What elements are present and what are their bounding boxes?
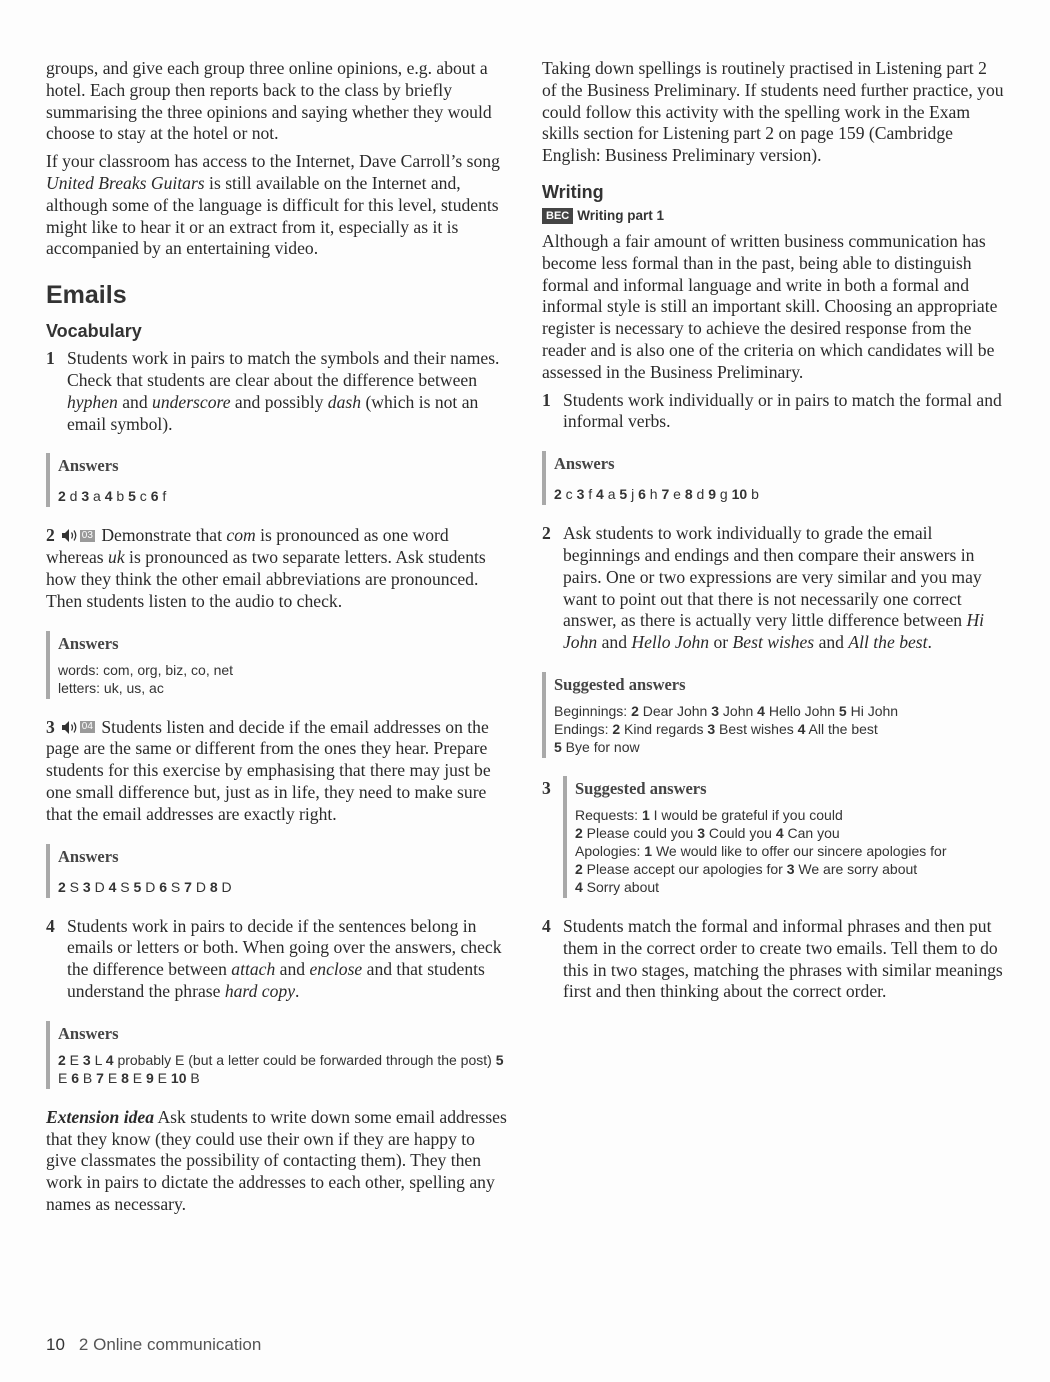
track-number: 04 <box>81 721 93 733</box>
speaker-icon <box>61 528 79 543</box>
answers-line: 2 S 3 D 4 S 5 D 6 S 7 D 8 D <box>58 878 232 895</box>
answers-title: Answers <box>554 454 615 474</box>
vocab-item-3 <box>46 717 508 826</box>
bec-badge: BEC <box>542 208 573 224</box>
bec-writing-part <box>542 207 1004 225</box>
track-number: 03 <box>81 529 93 541</box>
answers-line: Requests: 1 I would be grateful if you could <box>575 806 843 823</box>
section-title: 2 Online communication <box>78 1335 262 1354</box>
intro-paragraph: groups, and give each group three online opinions, e.g. about a hotel. Each group then reports back to the class by briefly summarising the three opinions and saying whether they would choose to stay at the hotel or not. <box>46 58 492 144</box>
writing-heading: Writing <box>542 181 604 202</box>
answers-line: 2 c 3 f 4 a 5 j 6 h 7 e 8 d 9 g 10 b <box>554 486 759 503</box>
vocab-item-1 <box>46 348 508 435</box>
right-column <box>542 58 1004 1009</box>
item-number: 4 <box>542 915 551 936</box>
item-number: 1 <box>542 389 551 410</box>
answers-title: Answers <box>58 1023 119 1043</box>
answers-box-4 <box>46 1021 508 1089</box>
audio-track-04[interactable] <box>61 720 95 735</box>
emails-heading: Emails <box>46 281 127 310</box>
writing-paragraph: Although a fair amount of written business communication has become less formal than in the past, being able to distinguish formal and informal language and write in both a formal and informal style is still an important skill. Choosing an appropriate register is necessary to achieve the desired response from the reader and is also one of the criteria on which candidates will be assessed in the Business Preliminary. <box>542 230 998 382</box>
suggested-answers-box-2 <box>542 672 1004 758</box>
item-text: Students listen and decide if the email addresses on the page are the same or different from the ones they hear. Prepare students for this exercise by emphasising that there may just be one small difference but, just as in life, they need to make sure that the email addresses are exactly right. <box>46 716 491 824</box>
answers-line: 2 d 3 a 4 b 5 c 6 f <box>58 488 167 505</box>
internet-paragraph: If your classroom has access to the Internet, Dave Carroll’s song United Breaks Guitars is still available on the Internet and, although some of the language is difficult for this level, students might like to hear it or an extract from it, especially as it is accompanied by an entertaining video. <box>46 151 500 259</box>
answers-line: 5 Bye for now <box>554 738 640 755</box>
item-number: 2 <box>46 525 55 546</box>
item-text: Demonstrate that com is pronounced as one word whereas uk is pronounced as two separate letters. Ask students how they think the other email abbreviations are pronounced. Then students listen to the audio to check. <box>46 525 486 611</box>
answers-box-3 <box>46 844 508 898</box>
left-column <box>46 58 508 1222</box>
suggested-answers-box-3 <box>563 776 1004 898</box>
answers-title: Answers <box>58 846 119 866</box>
page-footer <box>46 1335 261 1355</box>
vocab-item-4 <box>46 916 508 1003</box>
answers-line: 4 Sorry about <box>575 878 660 895</box>
vocab-item-2 <box>46 525 508 612</box>
item-text: Students match the formal and informal phrases and then put them in the correct order to create two emails. Tell them to do this in two stages, matching the phrases with similar meanings first and then thinking about the correct order. <box>563 915 1003 1002</box>
speaker-icon <box>61 720 79 735</box>
item-text: Students work in pairs to decide if the sentences belong in emails or letters or both. When going over the answers, check the difference between attach and enclose and that students understand the phrase hard copy. <box>67 915 502 1001</box>
answers-line: letters: uk, us, ac <box>58 679 164 696</box>
answers-box-1 <box>46 453 508 507</box>
writing-item-4 <box>542 916 1004 1003</box>
item-number: 1 <box>46 348 55 369</box>
writing-item-2 <box>542 523 1004 654</box>
bec-label: Writing part 1 <box>577 207 664 223</box>
spelling-paragraph: Taking down spellings is routinely practised in Listening part 2 of the Business Preliminary. If students need further practice, you could follow this activity with the spelling work in the Exam skills section for Listening part 2 on page 159 (Cambridge English: Business Preliminary version). <box>542 58 1004 166</box>
vocabulary-heading: Vocabulary <box>46 321 142 342</box>
item-number: 3 <box>542 777 551 798</box>
answers-box-w1 <box>542 451 1004 505</box>
item-text: Ask students to work individually to grade the email beginnings and endings and then compare their answers in pairs. One or two expressions are very similar and you may want to point out that there is not necessarily one correct answer, as there is actually very little difference between Hi John and Hello John or Best wishes and All the best. <box>563 523 985 653</box>
page-number: 10 <box>46 1335 65 1354</box>
writing-item-3 <box>542 776 1004 898</box>
item-number: 3 <box>46 716 55 737</box>
answers-title: Suggested answers <box>575 778 707 798</box>
answers-title: Suggested answers <box>554 674 686 694</box>
answers-line: Endings: 2 Kind regards 3 Best wishes 4 All the best <box>554 720 878 737</box>
item-text: Students work individually or in pairs to match the formal and informal verbs. <box>563 389 1002 432</box>
answers-line: 2 Please could you 3 Could you 4 Can you <box>575 824 840 841</box>
item-number: 2 <box>542 523 551 544</box>
answers-box-2 <box>46 631 508 699</box>
answers-line: Beginnings: 2 Dear John 3 John 4 Hello John 5 Hi John <box>554 702 899 719</box>
answers-title: Answers <box>58 633 119 653</box>
item-number: 4 <box>46 915 55 936</box>
item-text: Students work in pairs to match the symbols and their names. Check that students are clear about the difference between hyphen and underscore and possibly dash (which is not an email symbol). <box>67 348 500 434</box>
answers-line: Apologies: 1 We would like to offer our sincere apologies for <box>575 842 947 859</box>
answers-line: 2 Please accept our apologies for 3 We are sorry about <box>575 860 918 877</box>
answers-line: words: com, org, biz, co, net <box>58 661 234 678</box>
writing-item-1 <box>542 390 1004 434</box>
extension-idea: Extension idea Ask students to write down some email addresses that they know (they could use their own if they are happy to give classmates the possibility of contacting them). They then work in pairs to dictate the addresses to each other, spelling any names as necessary. <box>46 1106 507 1214</box>
answers-title: Answers <box>58 456 119 476</box>
answers-line: 2 E 3 L 4 probably E (but a letter could be forwarded through the post) 5 E 6 B 7 E 8 E 9 E 10 B <box>58 1051 504 1086</box>
audio-track-03[interactable] <box>61 528 95 543</box>
